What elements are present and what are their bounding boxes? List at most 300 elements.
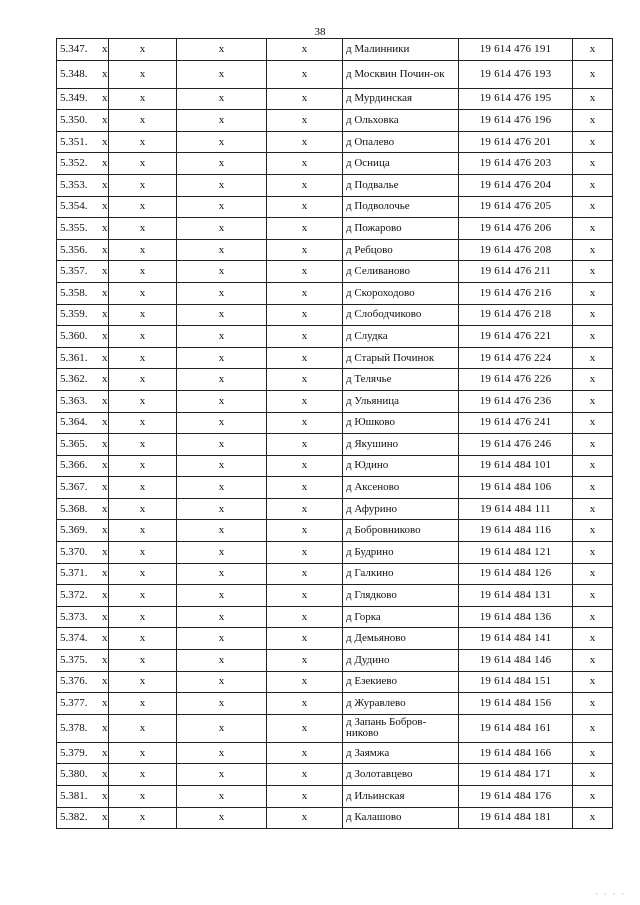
placeholder-cell: x xyxy=(573,326,613,348)
row-number-cell xyxy=(57,434,109,456)
row-number: 5.376. xyxy=(60,675,88,688)
placeholder-cell: x xyxy=(573,218,613,240)
placeholder-cell: x xyxy=(177,60,267,88)
placeholder-cell: x xyxy=(177,326,267,348)
placeholder-cell: x xyxy=(573,628,613,650)
oktmo-code: 19 614 484 146 xyxy=(459,650,573,672)
placeholder-cell: x xyxy=(177,218,267,240)
placeholder-cell: x xyxy=(267,261,343,283)
placeholder-mark: x xyxy=(102,811,108,824)
placeholder-cell: x xyxy=(109,714,177,742)
row-number: 5.356. xyxy=(60,243,88,256)
row-number-cell xyxy=(57,628,109,650)
placeholder-cell: x xyxy=(177,390,267,412)
placeholder-cell: x xyxy=(109,110,177,132)
table-row xyxy=(57,693,613,715)
settlement-name: д Журавлево xyxy=(343,693,459,715)
placeholder-mark: x xyxy=(102,697,108,710)
row-number-cell xyxy=(57,326,109,348)
placeholder-cell: x xyxy=(177,650,267,672)
placeholder-mark: x xyxy=(102,135,108,148)
oktmo-code: 19 614 476 246 xyxy=(459,434,573,456)
placeholder-cell: x xyxy=(177,714,267,742)
placeholder-cell: x xyxy=(573,764,613,786)
row-number-cell xyxy=(57,455,109,477)
placeholder-cell: x xyxy=(109,563,177,585)
placeholder-cell: x xyxy=(573,498,613,520)
placeholder-cell: x xyxy=(573,714,613,742)
placeholder-cell: x xyxy=(177,434,267,456)
row-number-cell xyxy=(57,650,109,672)
oktmo-code: 19 614 484 126 xyxy=(459,563,573,585)
placeholder-cell: x xyxy=(109,153,177,175)
table-row xyxy=(57,542,613,564)
placeholder-mark: x xyxy=(102,589,108,602)
row-number: 5.378. xyxy=(60,721,88,734)
row-number-cell xyxy=(57,282,109,304)
table-row xyxy=(57,434,613,456)
row-number: 5.352. xyxy=(60,157,88,170)
row-number-cell xyxy=(57,218,109,240)
oktmo-code: 19 614 476 201 xyxy=(459,131,573,153)
row-number-cell xyxy=(57,498,109,520)
oktmo-code: 19 614 476 241 xyxy=(459,412,573,434)
placeholder-cell: x xyxy=(177,110,267,132)
placeholder-cell: x xyxy=(573,39,613,61)
settlement-name: д Опалево xyxy=(343,131,459,153)
placeholder-cell: x xyxy=(177,764,267,786)
settlement-name: д Осница xyxy=(343,153,459,175)
placeholder-cell: x xyxy=(177,239,267,261)
table-row xyxy=(57,628,613,650)
settlement-name: д Заямжа xyxy=(343,742,459,764)
placeholder-cell: x xyxy=(267,563,343,585)
settlement-name: д Селиваново xyxy=(343,261,459,283)
placeholder-cell: x xyxy=(267,742,343,764)
placeholder-cell: x xyxy=(177,606,267,628)
row-number-cell xyxy=(57,412,109,434)
table-row xyxy=(57,304,613,326)
settlement-name: д Дудино xyxy=(343,650,459,672)
oktmo-code: 19 614 476 208 xyxy=(459,239,573,261)
oktmo-code: 19 614 476 204 xyxy=(459,174,573,196)
row-number: 5.374. xyxy=(60,632,88,645)
placeholder-cell: x xyxy=(267,455,343,477)
oktmo-code: 19 614 476 203 xyxy=(459,153,573,175)
row-number: 5.380. xyxy=(60,768,88,781)
placeholder-cell: x xyxy=(109,304,177,326)
settlement-name: д Слободчиково xyxy=(343,304,459,326)
row-number-cell xyxy=(57,390,109,412)
table-row xyxy=(57,60,613,88)
placeholder-mark: x xyxy=(102,200,108,213)
placeholder-cell: x xyxy=(177,455,267,477)
oktmo-code: 19 614 476 191 xyxy=(459,39,573,61)
placeholder-cell: x xyxy=(177,563,267,585)
placeholder-cell: x xyxy=(267,218,343,240)
placeholder-mark: x xyxy=(102,178,108,191)
placeholder-cell: x xyxy=(177,628,267,650)
row-number: 5.347. xyxy=(60,42,88,55)
placeholder-cell: x xyxy=(177,304,267,326)
row-number: 5.349. xyxy=(60,92,88,105)
placeholder-cell: x xyxy=(177,261,267,283)
placeholder-cell: x xyxy=(573,196,613,218)
placeholder-cell: x xyxy=(267,786,343,808)
placeholder-cell: x xyxy=(573,282,613,304)
settlement-name: д Бобровниково xyxy=(343,520,459,542)
settlement-name: д Скороходово xyxy=(343,282,459,304)
settlement-name: д Ольховка xyxy=(343,110,459,132)
oktmo-code: 19 614 476 224 xyxy=(459,347,573,369)
row-number: 5.354. xyxy=(60,200,88,213)
placeholder-cell: x xyxy=(177,520,267,542)
placeholder-cell: x xyxy=(267,282,343,304)
placeholder-cell: x xyxy=(109,693,177,715)
table-row xyxy=(57,196,613,218)
table-row xyxy=(57,606,613,628)
row-number-cell xyxy=(57,563,109,585)
placeholder-cell: x xyxy=(109,628,177,650)
settlement-name: д Езекиево xyxy=(343,671,459,693)
row-number: 5.367. xyxy=(60,481,88,494)
oktmo-code: 19 614 484 141 xyxy=(459,628,573,650)
placeholder-cell: x xyxy=(177,39,267,61)
row-number: 5.379. xyxy=(60,746,88,759)
table-row xyxy=(57,714,613,742)
placeholder-cell: x xyxy=(573,60,613,88)
row-number-cell xyxy=(57,477,109,499)
oktmo-code: 19 614 476 206 xyxy=(459,218,573,240)
placeholder-cell: x xyxy=(573,585,613,607)
placeholder-cell: x xyxy=(177,131,267,153)
table-row xyxy=(57,369,613,391)
placeholder-cell: x xyxy=(267,434,343,456)
placeholder-cell: x xyxy=(109,39,177,61)
row-number-cell xyxy=(57,88,109,110)
placeholder-cell: x xyxy=(177,369,267,391)
table-row xyxy=(57,455,613,477)
placeholder-mark: x xyxy=(102,653,108,666)
row-number: 5.353. xyxy=(60,178,88,191)
oktmo-code: 19 614 484 121 xyxy=(459,542,573,564)
settlement-name: д Слудка xyxy=(343,326,459,348)
placeholder-cell: x xyxy=(109,671,177,693)
placeholder-cell: x xyxy=(109,390,177,412)
placeholder-cell: x xyxy=(267,693,343,715)
placeholder-cell: x xyxy=(267,542,343,564)
placeholder-cell: x xyxy=(573,606,613,628)
placeholder-cell: x xyxy=(267,239,343,261)
row-number: 5.350. xyxy=(60,113,88,126)
settlement-name: д Аксеново xyxy=(343,477,459,499)
placeholder-cell: x xyxy=(573,786,613,808)
row-number-cell xyxy=(57,714,109,742)
settlement-name: д Малинники xyxy=(343,39,459,61)
oktmo-code: 19 614 484 166 xyxy=(459,742,573,764)
oktmo-code: 19 614 476 218 xyxy=(459,304,573,326)
placeholder-cell: x xyxy=(177,153,267,175)
row-number-cell xyxy=(57,261,109,283)
row-number-cell xyxy=(57,196,109,218)
placeholder-cell: x xyxy=(573,563,613,585)
placeholder-mark: x xyxy=(102,221,108,234)
settlement-name: д Ульяница xyxy=(343,390,459,412)
row-number: 5.359. xyxy=(60,308,88,321)
placeholder-cell: x xyxy=(109,88,177,110)
placeholder-mark: x xyxy=(102,394,108,407)
placeholder-cell: x xyxy=(267,304,343,326)
placeholder-cell: x xyxy=(573,153,613,175)
placeholder-cell: x xyxy=(573,174,613,196)
table-row xyxy=(57,390,613,412)
table-row xyxy=(57,261,613,283)
placeholder-cell: x xyxy=(177,196,267,218)
settlement-name: д Ильинская xyxy=(343,786,459,808)
settlement-name: д Будрино xyxy=(343,542,459,564)
placeholder-cell: x xyxy=(573,807,613,829)
settlement-name: д Ребцово xyxy=(343,239,459,261)
placeholder-cell: x xyxy=(177,807,267,829)
placeholder-mark: x xyxy=(102,329,108,342)
table-row xyxy=(57,498,613,520)
placeholder-mark: x xyxy=(102,351,108,364)
placeholder-mark: x xyxy=(102,632,108,645)
placeholder-cell: x xyxy=(177,585,267,607)
oktmo-code: 19 614 484 101 xyxy=(459,455,573,477)
placeholder-cell: x xyxy=(267,671,343,693)
table-row xyxy=(57,326,613,348)
placeholder-mark: x xyxy=(102,265,108,278)
placeholder-mark: x xyxy=(102,675,108,688)
placeholder-cell: x xyxy=(177,347,267,369)
row-number: 5.375. xyxy=(60,653,88,666)
row-number-cell xyxy=(57,671,109,693)
placeholder-cell: x xyxy=(109,369,177,391)
row-number-cell xyxy=(57,304,109,326)
settlement-name: д Афурино xyxy=(343,498,459,520)
placeholder-cell: x xyxy=(177,498,267,520)
oktmo-code: 19 614 484 161 xyxy=(459,714,573,742)
oktmo-code: 19 614 484 116 xyxy=(459,520,573,542)
oktmo-code: 19 614 476 196 xyxy=(459,110,573,132)
settlement-name: д Горка xyxy=(343,606,459,628)
placeholder-cell: x xyxy=(109,131,177,153)
placeholder-mark: x xyxy=(102,545,108,558)
placeholder-cell: x xyxy=(109,786,177,808)
settlement-name: д Галкино xyxy=(343,563,459,585)
placeholder-mark: x xyxy=(102,92,108,105)
row-number-cell xyxy=(57,807,109,829)
table-row xyxy=(57,239,613,261)
placeholder-cell: x xyxy=(267,39,343,61)
placeholder-cell: x xyxy=(267,174,343,196)
row-number: 5.348. xyxy=(60,67,88,80)
table-body xyxy=(57,39,613,829)
placeholder-cell: x xyxy=(109,347,177,369)
row-number: 5.360. xyxy=(60,329,88,342)
placeholder-cell: x xyxy=(573,742,613,764)
row-number: 5.364. xyxy=(60,416,88,429)
row-number-cell xyxy=(57,742,109,764)
row-number-cell xyxy=(57,39,109,61)
table-row xyxy=(57,671,613,693)
oktmo-code: 19 614 484 111 xyxy=(459,498,573,520)
oktmo-code: 19 614 476 211 xyxy=(459,261,573,283)
placeholder-cell: x xyxy=(109,239,177,261)
row-number: 5.366. xyxy=(60,459,88,472)
settlement-name: д Подвалье xyxy=(343,174,459,196)
placeholder-cell: x xyxy=(109,764,177,786)
row-number: 5.357. xyxy=(60,265,88,278)
placeholder-cell: x xyxy=(109,174,177,196)
placeholder-cell: x xyxy=(267,714,343,742)
footer-mark: · · · · xyxy=(595,890,626,899)
table-row xyxy=(57,110,613,132)
placeholder-cell: x xyxy=(109,261,177,283)
oktmo-code: 19 614 476 216 xyxy=(459,282,573,304)
row-number-cell xyxy=(57,369,109,391)
placeholder-cell: x xyxy=(573,477,613,499)
placeholder-mark: x xyxy=(102,437,108,450)
settlement-name: д Мурдинская xyxy=(343,88,459,110)
row-number-cell xyxy=(57,693,109,715)
table-row xyxy=(57,786,613,808)
placeholder-mark: x xyxy=(102,416,108,429)
placeholder-cell: x xyxy=(267,347,343,369)
table-row xyxy=(57,218,613,240)
placeholder-cell: x xyxy=(573,88,613,110)
row-number: 5.371. xyxy=(60,567,88,580)
placeholder-mark: x xyxy=(102,67,108,80)
placeholder-mark: x xyxy=(102,157,108,170)
placeholder-cell: x xyxy=(109,412,177,434)
settlement-name: д Пожарово xyxy=(343,218,459,240)
row-number: 5.369. xyxy=(60,524,88,537)
placeholder-cell: x xyxy=(177,742,267,764)
row-number-cell xyxy=(57,542,109,564)
placeholder-cell: x xyxy=(177,88,267,110)
row-number-cell xyxy=(57,110,109,132)
placeholder-cell: x xyxy=(573,369,613,391)
placeholder-cell: x xyxy=(267,196,343,218)
table-row xyxy=(57,153,613,175)
placeholder-cell: x xyxy=(177,693,267,715)
settlement-name: д Золотавцево xyxy=(343,764,459,786)
placeholder-cell: x xyxy=(177,174,267,196)
settlement-name: д Подволочье xyxy=(343,196,459,218)
placeholder-cell: x xyxy=(177,786,267,808)
oktmo-code: 19 614 484 156 xyxy=(459,693,573,715)
row-number-cell xyxy=(57,606,109,628)
placeholder-cell: x xyxy=(573,542,613,564)
placeholder-cell: x xyxy=(109,326,177,348)
settlement-name: д Демьяново xyxy=(343,628,459,650)
placeholder-cell: x xyxy=(109,434,177,456)
placeholder-cell: x xyxy=(267,498,343,520)
oktmo-code: 19 614 476 236 xyxy=(459,390,573,412)
placeholder-cell: x xyxy=(267,764,343,786)
placeholder-mark: x xyxy=(102,481,108,494)
placeholder-mark: x xyxy=(102,42,108,55)
page-number: 38 xyxy=(314,26,326,38)
placeholder-cell: x xyxy=(109,585,177,607)
table-row xyxy=(57,39,613,61)
row-number: 5.382. xyxy=(60,811,88,824)
oktmo-code: 19 614 476 193 xyxy=(459,60,573,88)
placeholder-cell: x xyxy=(267,326,343,348)
placeholder-cell: x xyxy=(267,585,343,607)
placeholder-cell: x xyxy=(109,807,177,829)
placeholder-cell: x xyxy=(177,477,267,499)
placeholder-cell: x xyxy=(573,131,613,153)
row-number-cell xyxy=(57,520,109,542)
placeholder-cell: x xyxy=(109,218,177,240)
placeholder-cell: x xyxy=(573,261,613,283)
placeholder-cell: x xyxy=(573,650,613,672)
oktmo-code: 19 614 484 136 xyxy=(459,606,573,628)
placeholder-mark: x xyxy=(102,373,108,386)
placeholder-mark: x xyxy=(102,721,108,734)
placeholder-mark: x xyxy=(102,524,108,537)
placeholder-mark: x xyxy=(102,459,108,472)
placeholder-cell: x xyxy=(109,60,177,88)
row-number: 5.351. xyxy=(60,135,88,148)
placeholder-cell: x xyxy=(109,542,177,564)
oktmo-code: 19 614 476 195 xyxy=(459,88,573,110)
placeholder-cell: x xyxy=(267,153,343,175)
row-number-cell xyxy=(57,764,109,786)
row-number: 5.381. xyxy=(60,789,88,802)
placeholder-cell: x xyxy=(573,347,613,369)
oktmo-code: 19 614 484 181 xyxy=(459,807,573,829)
placeholder-cell: x xyxy=(109,650,177,672)
row-number-cell xyxy=(57,786,109,808)
row-number: 5.373. xyxy=(60,610,88,623)
row-number-cell xyxy=(57,347,109,369)
placeholder-cell: x xyxy=(573,412,613,434)
table-row xyxy=(57,585,613,607)
placeholder-cell: x xyxy=(109,498,177,520)
placeholder-cell: x xyxy=(573,693,613,715)
placeholder-mark: x xyxy=(102,768,108,781)
oktmo-code: 19 614 484 151 xyxy=(459,671,573,693)
placeholder-cell: x xyxy=(267,110,343,132)
row-number-cell xyxy=(57,131,109,153)
oktmo-code: 19 614 484 131 xyxy=(459,585,573,607)
row-number: 5.368. xyxy=(60,502,88,515)
settlement-name: д Якушино xyxy=(343,434,459,456)
placeholder-cell: x xyxy=(109,520,177,542)
settlement-name: д Юдино xyxy=(343,455,459,477)
placeholder-cell: x xyxy=(109,742,177,764)
table-row xyxy=(57,650,613,672)
placeholder-cell: x xyxy=(573,455,613,477)
placeholder-cell: x xyxy=(267,131,343,153)
placeholder-cell: x xyxy=(267,606,343,628)
oktmo-code: 19 614 476 221 xyxy=(459,326,573,348)
oktmo-code: 19 614 484 106 xyxy=(459,477,573,499)
table-row xyxy=(57,412,613,434)
placeholder-mark: x xyxy=(102,286,108,299)
row-number: 5.372. xyxy=(60,589,88,602)
settlement-name: д Калашово xyxy=(343,807,459,829)
oktmo-code: 19 614 484 171 xyxy=(459,764,573,786)
row-number-cell xyxy=(57,174,109,196)
settlement-name: д Запань Бобров-никово xyxy=(343,714,459,742)
placeholder-cell: x xyxy=(267,60,343,88)
settlement-name: д Старый Починок xyxy=(343,347,459,369)
